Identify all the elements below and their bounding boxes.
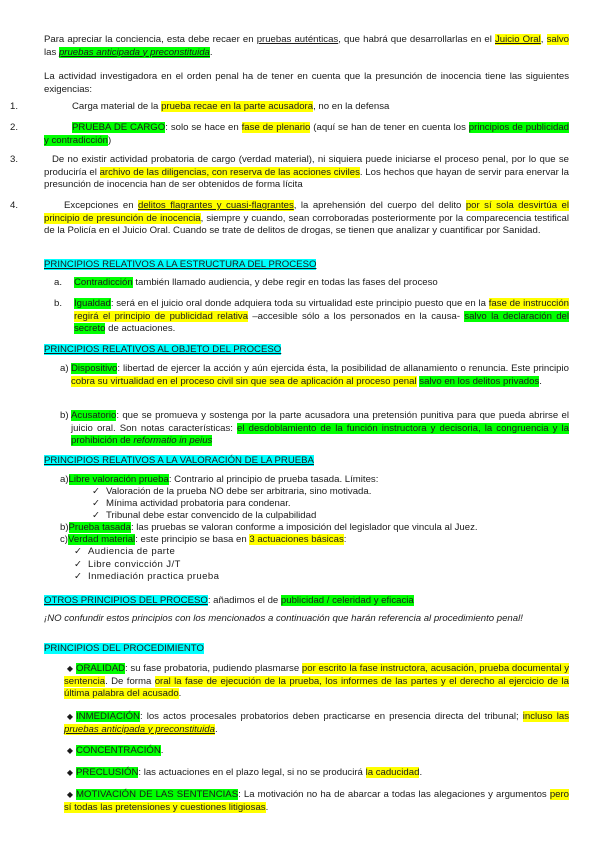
objeto-item-b: b) Acusatorio: que se promueva y sostenga por la parte acusadora una pretensión punitiva para que pueda abrirse el juicio oral. Son notas características: el desdoblamiento de la función instructora y decisoria, la congruencia y la prohibición de reformatio in peius <box>60 410 569 447</box>
procedimiento-motivacion: ◆ MOTIVACIÓN DE LAS SENTENCIAS: La motivación no ha de abarcar a todas las alegaciones y argumentos pero sí todas las pretensiones y cuestiones litigiosas. <box>64 789 570 813</box>
valoracion-item-a: a)Libre valoración prueba: Contrario al principio de prueba tasada. Límites: <box>60 474 379 485</box>
heading-valoracion: PRINCIPIOS RELATIVOS A LA VALORACIÓN DE LA PRUEBA <box>44 455 314 466</box>
paragraph-conciencia: Para apreciar la conciencia, esta debe recaer en pruebas auténticas, que habrá que desarrollarlas en el Juicio Oral, salvo las pruebas anticipada y preconstituida. <box>44 34 569 58</box>
check-item: ✓ Libre convicción J/T <box>74 558 181 570</box>
check-icon: ✓ <box>74 546 83 557</box>
check-item: ✓ Tribunal debe estar convencido de la culpabilidad <box>92 510 317 522</box>
diamond-bullet-icon: ◆ <box>66 768 74 777</box>
diamond-bullet-icon: ◆ <box>66 790 74 799</box>
check-icon: ✓ <box>92 510 101 522</box>
estructura-item-b-text: Igualdad: será en el juicio oral donde adquiera toda su virtualidad este principio puesto que en la fase de instrucción regirá el principio de publicidad relativa –accesible sólo a los personados en la causa- salvo la declaración del secreto de actuaciones. <box>74 298 570 335</box>
list-item-2-text: PRUEBA DE CARGO: solo se hace en fase de plenario (aquí se han de tener en cuenta los principios de publicidad y contradicción) <box>44 122 570 146</box>
list-item-4-text: Excepciones en delitos flagrantes y cuasi-flagrantes, la aprehensión del cuerpo del delito por sí sola desvirtúa el principio de presunción de inocencia, siempre y cuando, sean corroboradas posteriormente por la comparecencia testifical de la Policía en el Juicio Oral. Cuando se trate de delitos de drogas, se tienen que analizar y cuantificar por Sanidad. <box>44 200 570 237</box>
estructura-item-a: a. Contradicción también llamado audiencia, y debe regir en todas las fases del proceso <box>54 277 569 290</box>
list-item-2: 2. PRUEBA DE CARGO: solo se hace en fase de plenario (aquí se han de tener en cuenta los principios de publicidad y contradicción) <box>10 122 570 146</box>
list-item-3: 3. De no existir actividad probatoria de cargo (verdad material), ni siquiera puede iniciarse el proceso penal, por lo que se produciría el archivo de las diligencias, con reserva de las acciones civiles. Los hechos que hayan de servir para enervar la presunción de inocencia han de ser obtenidos de forma lícita <box>10 154 569 191</box>
valoracion-c-checklist <box>74 546 544 584</box>
list-item-3-text: De no existir actividad probatoria de cargo (verdad material), ni siquiera puede iniciarse el proceso penal, por lo que se produciría el archivo de las diligencias, con reserva de las acciones civiles. Los hechos que hayan de servir para enervar la presunción de inocencia han de ser obtenidos de forma lícita <box>44 154 569 191</box>
estructura-item-a-text: Contradicción también llamado audiencia, y debe regir en todas las fases del proceso <box>74 277 438 288</box>
list-item-1: 1. Carga material de la prueba recae en la parte acusadora, no en la defensa <box>10 101 569 114</box>
diamond-bullet-icon: ◆ <box>66 746 74 755</box>
check-icon: ✓ <box>74 571 83 583</box>
check-icon: ✓ <box>92 486 101 497</box>
procedimiento-oralidad: ◆ ORALIDAD: su fase probatoria, pudiendo plasmarse por escrito la fase instructora, acusación, prueba documental y sentencia. De forma oral la fase de ejecución de la prueba, los informes de las partes y el derecho al ejercicio de la última palabra del acusado. <box>64 663 569 700</box>
check-item: ✓ Valoración de la prueba NO debe ser arbitraria, sino motivada. <box>92 486 372 497</box>
check-icon: ✓ <box>74 558 83 570</box>
heading-procedimiento: PRINCIPIOS DEL PROCEDIMIENTO <box>44 643 204 654</box>
paragraph-actividad: La actividad investigadora en el orden penal ha de tener en cuenta que la presunción de inocencia tiene las siguientes exigencias: <box>44 71 569 95</box>
objeto-item-a: a) Dispositivo: libertad de ejercer la acción y aún ejercida ésta, la posibilidad de allanamiento o renuncia. Este principio cobra su virtualidad en el proceso civil sin que sea de aplicación al proceso penal salvo en los delitos privados. <box>60 363 569 387</box>
nota-advertencia: ¡NO confundir estos principios con los mencionados a continuación que harán referencia al procedimiento penal! <box>44 613 523 624</box>
procedimiento-inmediacion: ◆ INMEDIACIÓN: los actos procesales probatorios deben practicarse en presencia directa del tribunal; incluso las pruebas anticipada y preconstituida. <box>64 711 569 735</box>
heading-estructura: PRINCIPIOS RELATIVOS A LA ESTRUCTURA DEL PROCESO <box>44 259 317 270</box>
estructura-item-b: b. Igualdad: será en el juicio oral donde adquiera toda su virtualidad este principio puesto que en la fase de instrucción regirá el principio de publicidad relativa –accesible sólo a los personados en la causa- salvo la declaración del secreto de actuaciones. <box>54 298 570 335</box>
valoracion-item-c: c)Verdad material: este principio se basa en 3 actuaciones básicas: <box>60 534 347 545</box>
procedimiento-preclusion: ◆ PRECLUSIÓN: las actuaciones en el plazo legal, si no se producirá la caducidad. <box>64 767 569 780</box>
objeto-item-b-text: Acusatorio: que se promueva y sostenga por la parte acusadora una pretensión punitiva para que pueda abrirse el juicio oral. Son notas características: el desdoblamiento de la función instructora y decisoria, la congruencia y la prohibición de reformatio in peius <box>71 410 569 447</box>
valoracion-item-b: b)Prueba tasada: las pruebas se valoran conforme a imposición del legislador que vincula al Juez. <box>60 522 478 533</box>
otros-principios: OTROS PRINCIPIOS DEL PROCESO: añadimos el de publicidad / celeridad y eficacia <box>44 595 414 606</box>
procedimiento-concentracion: ◆ CONCENTRACIÓN. <box>64 745 569 758</box>
check-icon: ✓ <box>92 498 101 510</box>
heading-objeto: PRINCIPIOS RELATIVOS AL OBJETO DEL PROCESO <box>44 344 282 355</box>
objeto-item-a-text: Dispositivo: libertad de ejercer la acción y aún ejercida ésta, la posibilidad de allanamiento o renuncia. Este principio cobra su virtualidad en el proceso civil sin que sea de aplicación al proceso penal salvo en los delitos privados. <box>71 363 569 387</box>
list-item-1-text: Carga material de la prueba recae en la parte acusadora, no en la defensa <box>72 101 390 112</box>
check-item: ✓ Mínima actividad probatoria para condenar. <box>92 498 291 510</box>
diamond-bullet-icon: ◆ <box>66 712 74 721</box>
list-item-4: 4. Excepciones en delitos flagrantes y cuasi-flagrantes, la aprehensión del cuerpo del delito por sí sola desvirtúa el principio de presunción de inocencia, siempre y cuando, sean corroboradas posteriormente por la comparecencia testifical de la Policía en el Juicio Oral. Cuando se trate de delitos de drogas, se tienen que analizar y cuantificar por Sanidad. <box>10 200 570 237</box>
valoracion-a-checklist <box>92 486 562 523</box>
check-item: ✓ Audiencia de parte <box>74 546 176 557</box>
check-item: ✓ Inmediación practica prueba <box>74 571 220 583</box>
diamond-bullet-icon: ◆ <box>66 664 74 673</box>
